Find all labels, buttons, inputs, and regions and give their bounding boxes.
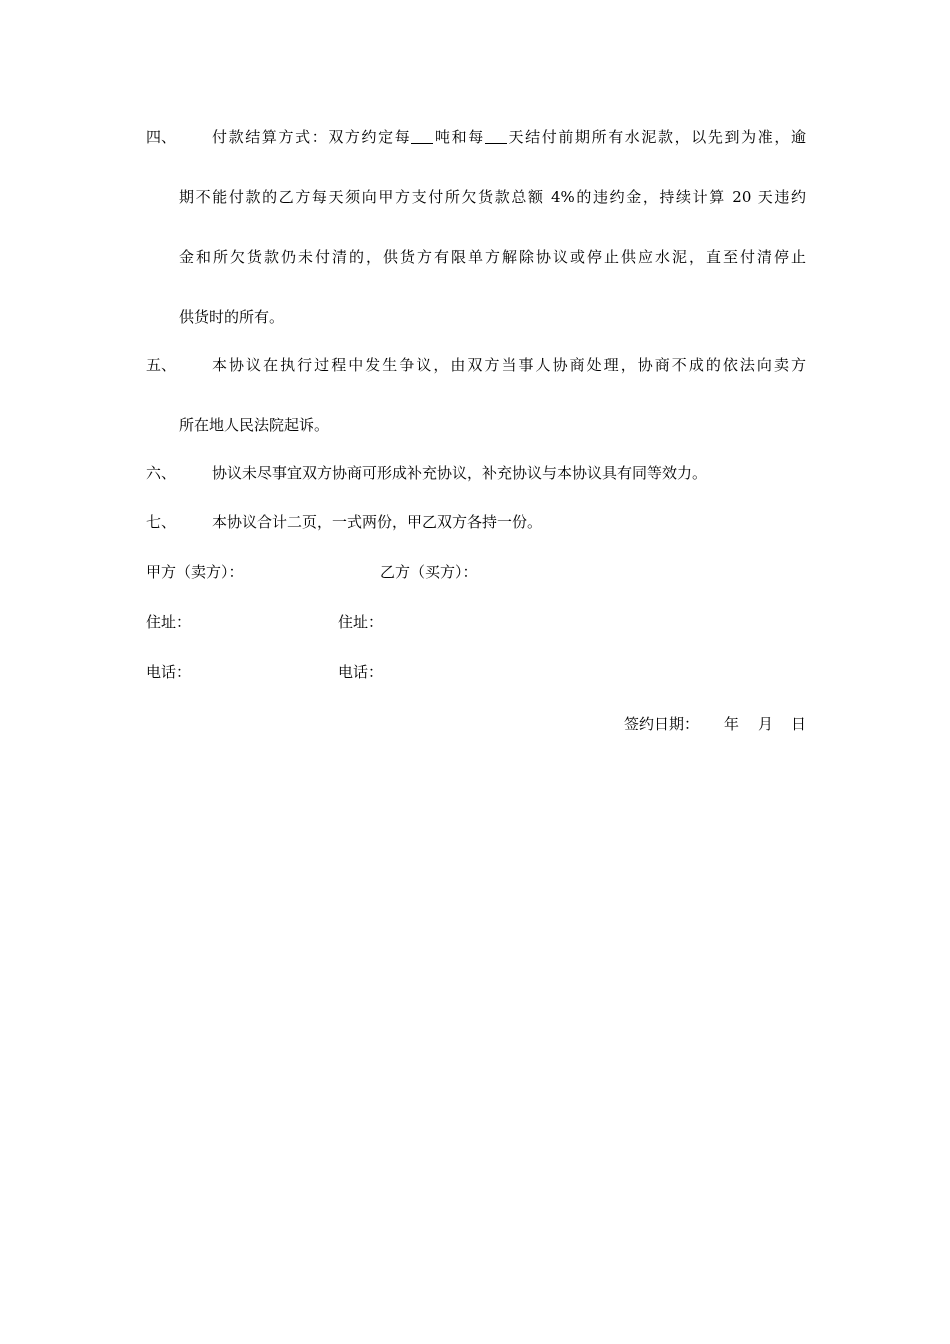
signing-date-month: 月 — [758, 715, 774, 733]
clause-5-number: 五、 — [146, 356, 177, 374]
signing-date-year: 年 — [724, 715, 740, 733]
clause-5-text-line-2: 所在地人民法院起诉。 — [179, 416, 330, 434]
signing-date-label: 签约日期： — [624, 715, 700, 733]
clause-4-number: 四、 — [146, 128, 177, 146]
fill-blank-days — [485, 128, 507, 144]
clause-6-number: 六、 — [146, 464, 177, 482]
clause-4-text-part-1: 付款结算方式：双方约定每 — [212, 128, 412, 146]
clause-4-text — [212, 127, 806, 147]
clause-4-text-part-3: 天结付前期所有水泥款，以先到为准，逾 — [506, 128, 806, 146]
clause-6-text: 协议未尽事宜双方协商可形成补充协议，补充协议与本协议具有同等效力。 — [212, 464, 708, 482]
clause-5-text: 本协议在执行过程中发生争议，由双方当事人协商处理，协商不成的依法向卖方 — [212, 356, 806, 374]
party-a-address-label: 住址： — [146, 613, 192, 631]
party-b-label: 乙方（买方）： — [380, 563, 478, 581]
clause-4-text-line-3: 金和所欠货款仍未付清的，供货方有限单方解除协议或停止供应水泥，直至付清停止 — [179, 248, 806, 266]
signing-date-day: 日 — [791, 715, 807, 733]
clause-7-number: 七、 — [146, 513, 177, 531]
party-a-label: 甲方（卖方）： — [146, 563, 244, 581]
party-b-address-label: 住址： — [338, 613, 384, 631]
clause-4-text-line-2: 期不能付款的乙方每天须向甲方支付所欠货款总额 4%的违约金，持续计算 20 天违约 — [179, 188, 806, 206]
clause-4-text-part-2: 吨和每 — [433, 128, 485, 146]
signing-date-row — [624, 714, 806, 734]
party-a-phone-label: 电话： — [146, 663, 192, 681]
fill-blank-tons — [411, 128, 433, 144]
clause-4-text-line-4: 供货时的所有。 — [179, 308, 285, 326]
party-b-phone-label: 电话： — [338, 663, 384, 681]
clause-7-text: 本协议合计二页，一式两份，甲乙双方各持一份。 — [212, 513, 543, 531]
